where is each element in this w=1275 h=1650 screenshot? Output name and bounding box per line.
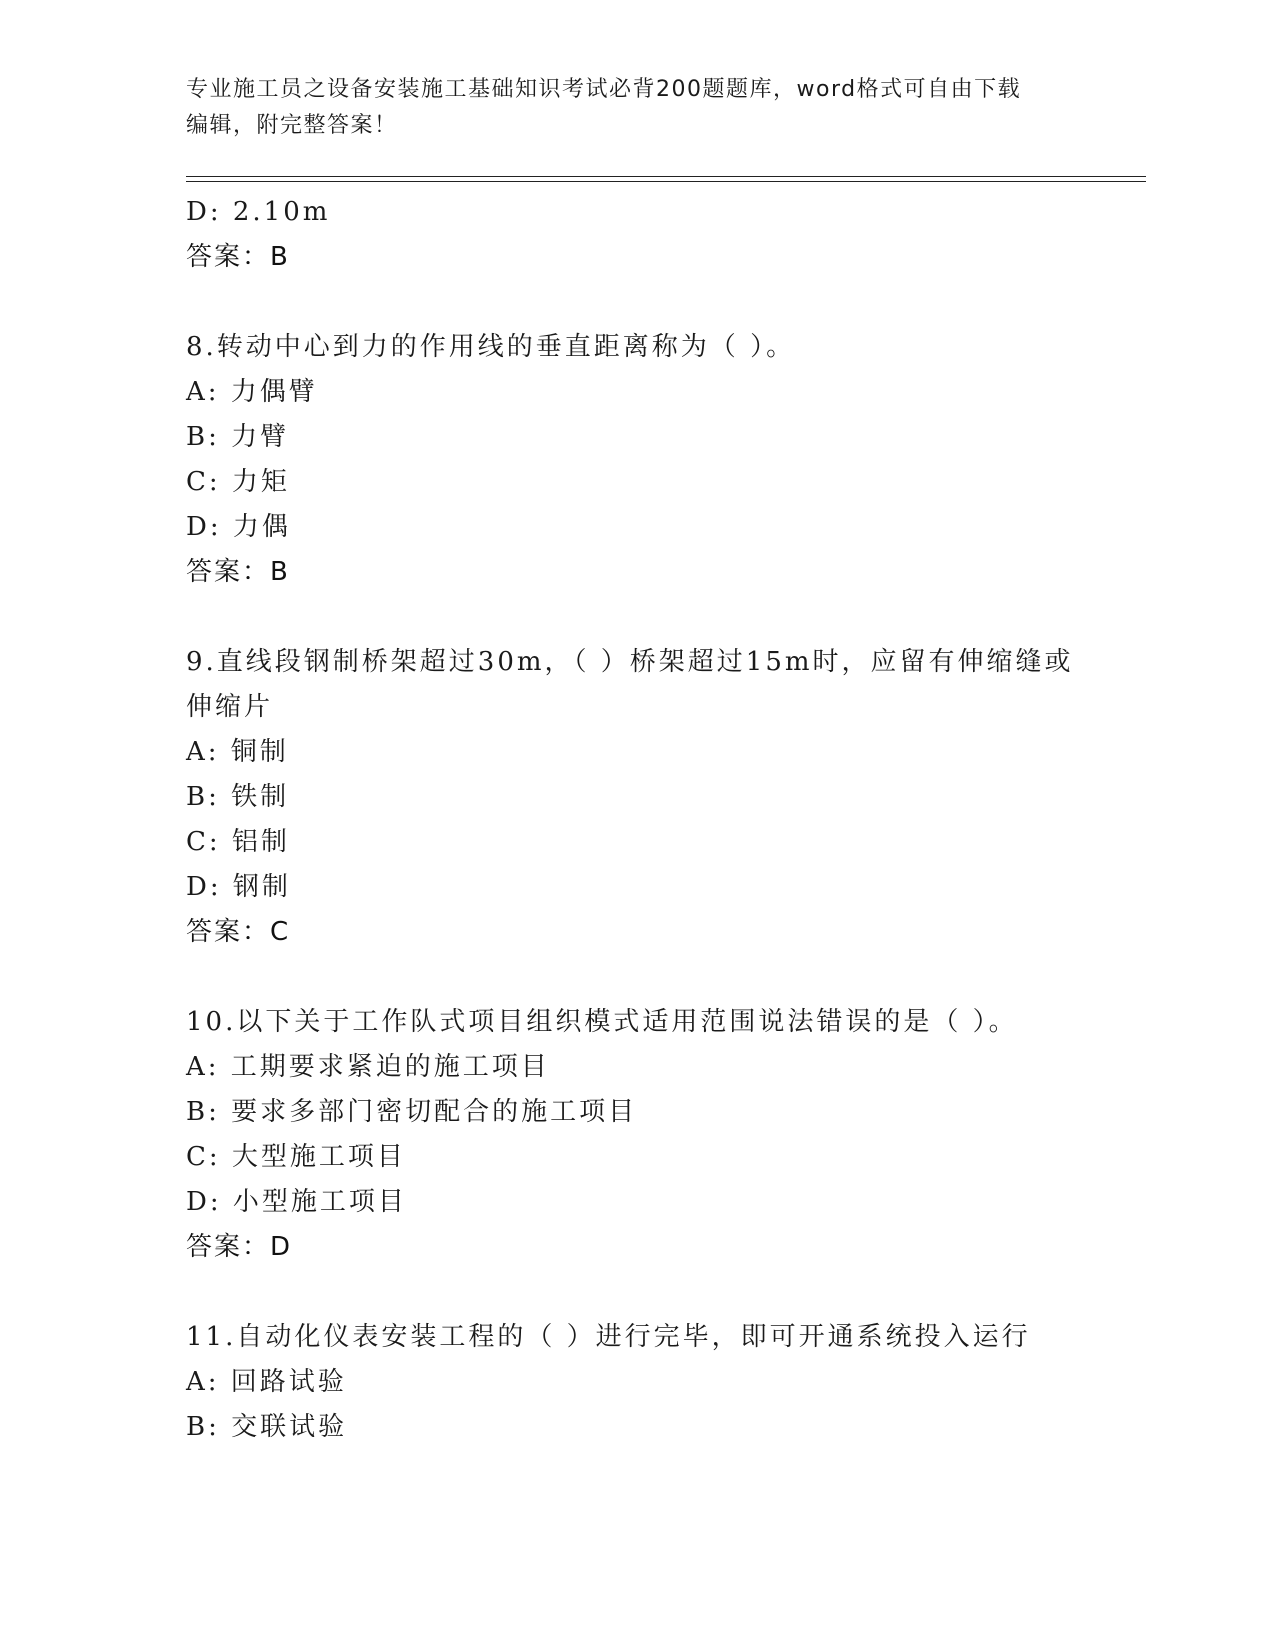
option-c: C: 铝制 (186, 827, 290, 857)
option-b: B: 要求多部门密切配合的施工项目 (186, 1097, 638, 1127)
option-b: B: 交联试验 (186, 1412, 348, 1442)
option-d: D: 钢制 (186, 872, 291, 902)
answer-line: 答案：C (186, 917, 291, 947)
header-title-line-1: 专业施工员之设备安装施工基础知识考试必背200题题库，word格式可自由下载 (186, 77, 1022, 102)
question-stem: 11.自动化仪表安装工程的（ ）进行完毕，即可开通系统投入运行 (186, 1322, 1031, 1352)
question-8 (186, 325, 1146, 595)
option-c: C: 力矩 (186, 467, 290, 497)
option-d: D: 力偶 (186, 512, 291, 542)
option-d: D: 小型施工项目 (186, 1187, 407, 1217)
question-10 (186, 1000, 1146, 1270)
option-c: C: 大型施工项目 (186, 1142, 406, 1172)
option-b: B: 铁制 (186, 782, 290, 812)
page-header (186, 72, 1086, 144)
spacer (186, 955, 1146, 1000)
option-a: A: 力偶臂 (186, 377, 318, 407)
question-11 (186, 1315, 1146, 1450)
question-7-continued (186, 190, 1146, 280)
option-d: D: 2.10m (186, 197, 331, 227)
header-divider-bottom (186, 181, 1146, 182)
question-stem-line-2: 伸缩片 (186, 692, 274, 722)
question-stem-line-1: 9.直线段钢制桥架超过30m，（ ）桥架超过15m时，应留有伸缩缝或 (186, 647, 1074, 677)
option-a: A: 回路试验 (186, 1367, 347, 1397)
header-title-line-2: 编辑，附完整答案！ (186, 113, 398, 138)
option-a: A: 工期要求紧迫的施工项目 (186, 1052, 550, 1082)
answer-line: 答案：B (186, 557, 290, 587)
answer-line: 答案：D (186, 1232, 293, 1262)
spacer (186, 595, 1146, 640)
header-divider-top (186, 176, 1146, 177)
spacer (186, 1270, 1146, 1315)
question-list (186, 190, 1146, 1450)
question-9 (186, 640, 1146, 955)
answer-line: 答案：B (186, 242, 290, 272)
spacer (186, 280, 1146, 325)
option-b: B: 力臂 (186, 422, 290, 452)
question-stem: 8.转动中心到力的作用线的垂直距离称为（ ）。 (186, 332, 796, 362)
question-stem: 10.以下关于工作队式项目组织模式适用范围说法错误的是（ ）。 (186, 1007, 1018, 1037)
option-a: A: 铜制 (186, 737, 289, 767)
